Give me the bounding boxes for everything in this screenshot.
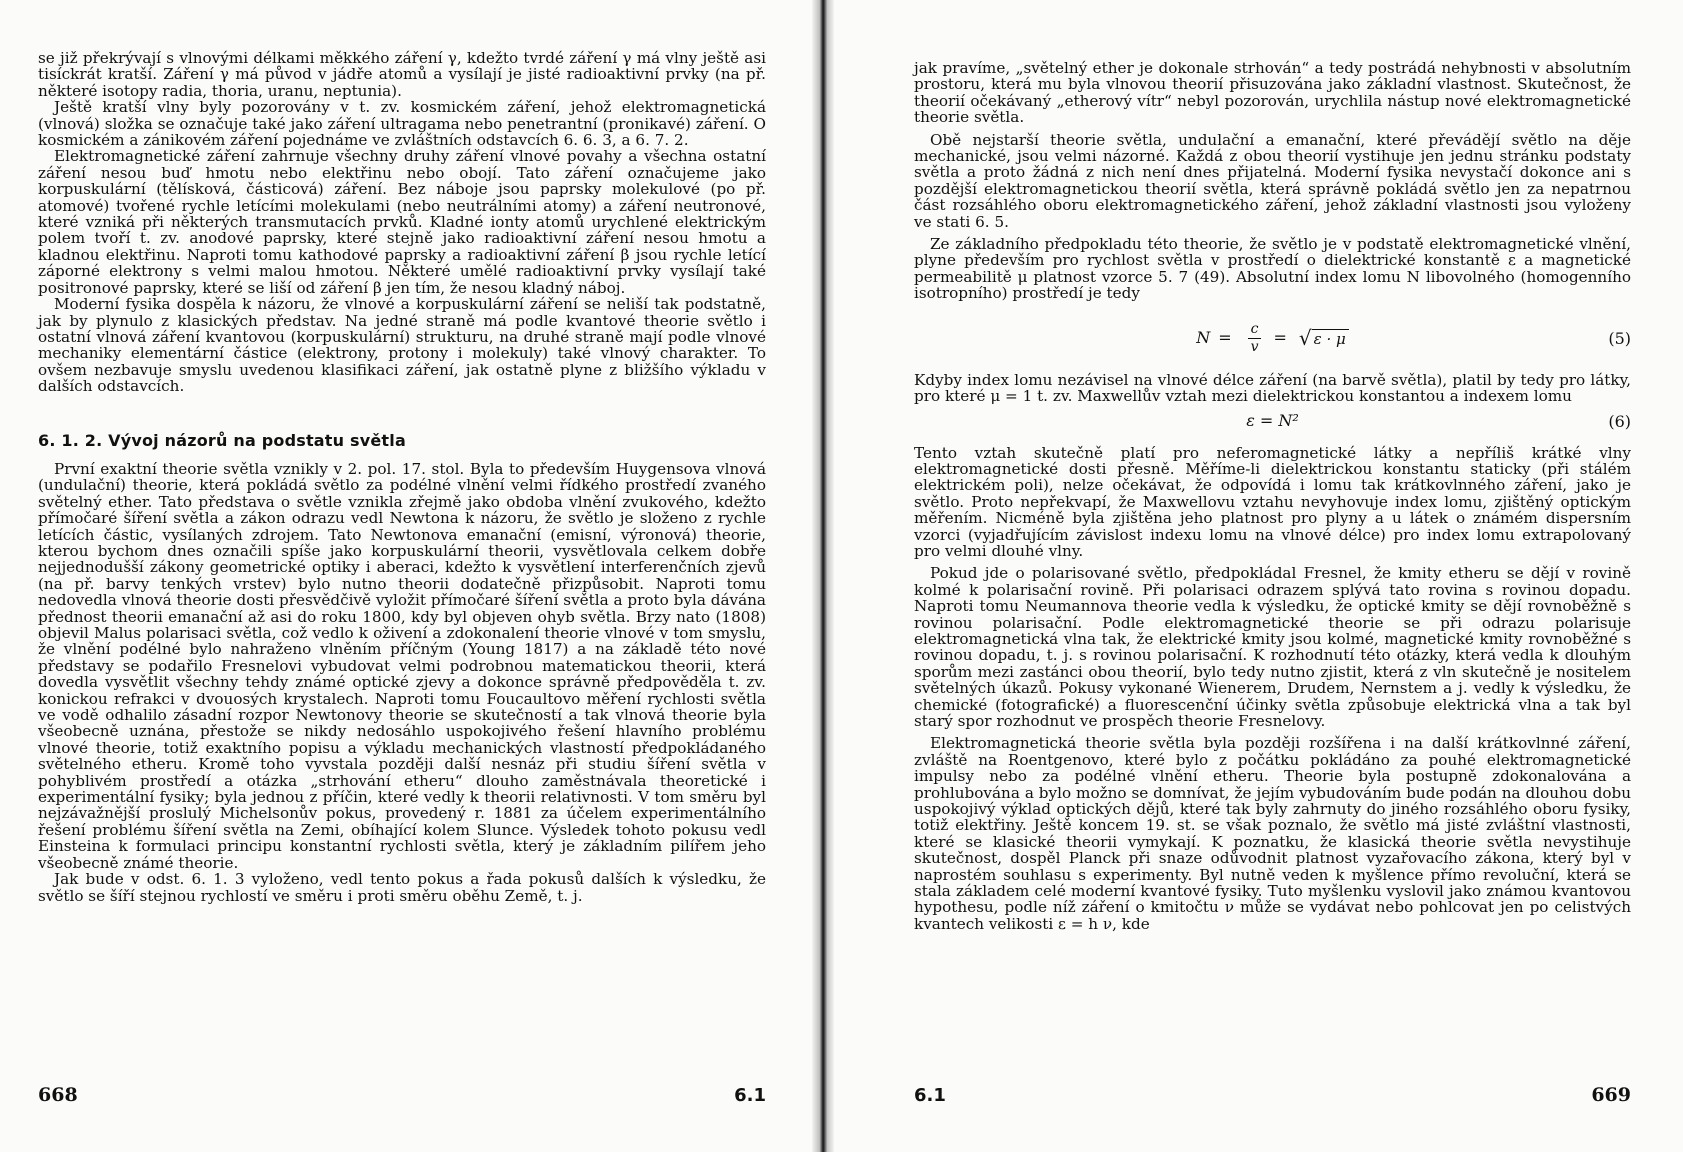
- equation-5: [914, 320, 1631, 358]
- paragraph: Kdyby index lomu nezávisel na vlnové délce záření (na barvě světla), platil by tedy pro látky, pro které μ = 1 t. zv. Maxwellův vztah mezi dielektrickou konstantou a indexem lomu: [914, 370, 1631, 406]
- left-text-column: [38, 50, 766, 904]
- paragraph: Elektromagnetická theorie světla byla později rozšířena i na další krátkovlnné záření, zvláště na Roentgenovo, které bylo z počátku pokládáno za pouhé elektromagnetické impulsy nebo za podélné vlnění etheru. Theorie byla postupně zdokonalována a prohlubována a bylo možno se domnívat, že jejím vybudováním bude podán na dlouhou dobu uspokojivý výklad optických dějů, které tak byly zahrnuty do jiného rozsáhlého oboru fysiky, totiž elektřiny. Ještě koncem 19. st. se však poznalo, že světlo má jisté zvláštní vlastnosti, které se klasické theorii vymykají. K poznatku, že klasická theorie světla nevystihuje skutečnost, dospěl Planck při snaze odůvodnit platnost vyzařovacího zákona, který byl v naprostém souhlasu s experimenty. Byl nutně veden k myšlence přímo revoluční, která se stala základem celé moderní kvantové fysiky. Tuto myšlenku vyslovil jako známou kvantovou hypothesu, podle níž záření o kmitočtu ν může se vydávat nebo pohlcovat jen po celistvých kvantech velikosti ε = h ν, kde: [914, 734, 1631, 933]
- right-page: [830, 0, 1683, 1152]
- eq-equals: =: [1218, 328, 1232, 348]
- section-label: 6.1: [914, 1085, 946, 1106]
- section-heading: 6. 1. 2. Vývoj názorů na podstatu světla: [38, 430, 406, 450]
- paragraph: Jak bude v odst. 6. 1. 3 vyloženo, vedl tento pokus a řada pokusů dalších k výsledku, že světlo se šíří stejnou rychlostí ve směru i proti směru oběhu Země, t. j.: [38, 870, 766, 905]
- paragraph: Elektromagnetické záření zahrnuje všechny druhy záření vlnové povahy a všechna ostatní záření nesou buď hmotu nebo elektřinu nebo obojí. Tato záření označujeme jako korpuskulární (tělísková, částicová) záření. Bez náboje jsou paprsky molekulové (po př. atomové) tvořené rychle letícími molekulami (nebo neutrálními atomy) a záření neutronové, které vzniká při některých transmutacích prvků. Kladné ionty atomů urychlené elektrickým polem tvoří t. zv. anodové paprsky, které stejně jako radioaktivní záření nesou hmotu a kladnou elektřinu. Naproti tomu kathodové paprsky a radioaktivní záření β jsou rychle letící záporné elektrony s velmi malou hmotou. Některé umělé radioaktivní prvky vysílají také positronové paprsky, které se liší od záření β jen tím, že nesou kladný náboj.: [38, 147, 766, 297]
- page-number: 668: [38, 1084, 78, 1106]
- right-text-column: [914, 60, 1631, 932]
- page-number: 669: [1591, 1084, 1631, 1106]
- eq-lhs: N: [1196, 328, 1211, 348]
- eq-equals: =: [1273, 328, 1287, 348]
- paragraph: Tento vztah skutečně platí pro neferomagnetické látky a nepříliš krátké vlny elektromagnetické dosti přesně. Měříme-li dielektrickou konstantu staticky (při stálém elektrickém poli), nelze očekávat, že odpovídá i lomu tak krátkovlnného záření, jako je světlo. Proto nepřekvapí, že Maxwellovu vztahu nevyhovuje index lomu, zjištěný optickým měřením. Nicméně byla zjištěna jeho platnost pro plyny a u látek o známém dispersním vzorci (vyjadřujícím závislost indexu lomu na vlnové délce) pro index lomu extrapolovaný pro velmi dlouhé vlny.: [914, 443, 1631, 560]
- eq-fraction: [1248, 322, 1262, 355]
- paragraph: První exaktní theorie světla vznikly v 2. pol. 17. stol. Byla to především Huygensova vlnová (undulační) theorie, která pokládá světlo za podélné vlnění velmi řídkého prostředí zvaného světelný ether. Tato představa o světle vznikla zřejmě jako obdoba vlnění zvukového, kdežto přímočaré šíření světla a zákon odrazu vedl Newtona k názoru, že světlo je složeno z rychle letících částic, vysílaných zdrojem. Tato Newtonova emanační (emisní, výronová) theorie, kterou bychom dnes označili spíše jako korpuskulární theorii, vysvětlovala celkem dobře nejjednodušší zákony geometrické optiky i aberaci, kdežto k vysvětlení interferenčních zjevů (na př. barvy tenkých vrstev) bylo nutno theorii dodatečně přizpůsobit. Naproti tomu nedovedla vlnová theorie dosti přesvědčivě vyložit přímočaré šíření světla a proto byla dávána přednost theorii emanační až asi do roku 1800, kdy byl objeven ohyb světla. Brzy nato (1808) objevil Malus polarisaci světla, což vedlo k oživení a zdokonalení theorie vlnové v tom smyslu, že vlnění podélné bylo nahraženo vlněním příčným (Young 1817) a na základě této nové představy se podařilo Fresnelovi vybudovat velmi podrobnou matematickou theorii, která dovedla vysvětlit všechny tehdy známé optické zjevy a dokonce správně předpověděla t. zv. konickou refrakci v dvouosých krystalech. Naproti tomu Foucaultovo měření rychlosti světla ve vodě odhalilo zásadní rozpor Newtonovy theorie se skutečností a tak vlnová theorie byla všeobecně uznána, přestože se nikdy nedosáhlo uspokojivého řešení hlavního problému vlnové theorie, totiž exaktního popisu a výkladu mechanických vlastností předpokládaného světelného etheru. Kromě toho vyvstala později další nesnáz při studiu šíření světla v pohyblivém prostředí a otázka „strhování etheru“ dlouho zaměstnávala theoretické i experimentální fysiky; byla jednou z příčin, které vedly k theorii relativnosti. V tom směru byl nejzávažnější proslulý Michelsonův pokus, provedený r. 1881 za účelem experimentálního řešení problému šíření světla na Zemi, obíhající kolem Slunce. Výsledek tohoto pokusu vedl Einsteina k formulaci principu konstantní rychlosti světla, který je základním pilířem jeho všeobecně známé theorie.: [38, 459, 766, 872]
- equation-number: (6): [1608, 411, 1631, 431]
- eq-square-root: [1298, 326, 1349, 351]
- paragraph: Moderní fysika dospěla k názoru, že vlnové a korpuskulární záření se neliší tak podstatně, jak by plynulo z klasických představ. Na jedné straně má podle kvantové theorie světlo i ostatní vlnová záření kvantovou (korpuskulární) strukturu, na druhé straně mají podle vlnové mechaniky elementární částice (elektrony, protony i molekuly) také vlnový charakter. To ovšem nezbavuje smyslu uvedenou klasifikaci záření, jak ostatně plyne z bližšího výkladu v dalších odstavcích.: [38, 295, 766, 396]
- equation-number: (5): [1608, 328, 1631, 348]
- equation-6: [914, 409, 1631, 435]
- paragraph: Ze základního předpokladu této theorie, že světlo je v podstatě elektromagnetické vlnění, plyne především pro rychlost světla v prostředí o dielektrické konstantě ε a magnetické permeabilitě μ platnost vzorce 5. 7 (49). Absolutní index lomu N libovolného (homogenního isotropního) prostředí je tedy: [914, 235, 1631, 303]
- paragraph: Ještě kratší vlny byly pozorovány v t. zv. kosmickém záření, jehož elektromagnetická (vlnová) složka se označuje také jako záření ultragama nebo penetrantní (pronikavé) záření. O kosmickém a zánikovém záření pojednáme ve zvláštních odstavcích 6. 6. 3, a 6. 7. 2.: [38, 98, 766, 150]
- eq-numerator: c: [1248, 322, 1262, 339]
- radical-sign-icon: √: [1298, 326, 1312, 351]
- paragraph: se již překrývají s vlnovými délkami měkkého záření γ, kdežto tvrdé záření γ má vlny ještě asi tisíckrát kratší. Záření γ má původ v jádře atomů a vysílají je jisté radioaktivní prvky (na př. některé isotopy radia, thoria, uranu, neptunia).: [38, 49, 766, 100]
- paragraph: jak pravíme, „světelný ether je dokonale strhován“ a tedy postrádá nehybnosti v absolutním prostoru, která mu byla vlnovou theorií přisuzována jako základní vlastnost. Skutečnost, že theorií očekávaný „etherový vítr“ nebyl pozorován, urychlila nástup nové elektromagnetické theorie světla.: [914, 59, 1631, 127]
- eq-denominator: v: [1250, 339, 1259, 356]
- paragraph: Obě nejstarší theorie světla, undulační a emanační, které převádějí světlo na děje mechanické, jsou velmi názorné. Každá z obou theorií vystihuje jen jednu stránku podstaty světla a proto žádná z nich není dnes přijatelná. Moderní fysika nevystačí dokonce ani s pozdější elektromagnetickou theorií světla, která správně pokládá světlo jen za nepatrnou část rozsáhlého oboru elektromagnetického záření, jehož základní vlastnosti jsou vyloženy ve stati 6. 5.: [914, 130, 1631, 231]
- paragraph: Pokud jde o polarisované světlo, předpokládal Fresnel, že kmity etheru se dějí v rovině kolmé k polarisační rovině. Při polarisaci odrazem splývá tato rovina s rovinou dopadu. Naproti tomu Neumannova theorie vedla k výsledku, že optické kmity se dějí rovnoběžně s rovinou polarisační. Podle elektromagnetické theorie se při odrazu polarisuje elektromagnetická vlna tak, že elektrické kmity jsou kolmé, magnetické kmity rovnoběžné s rovinou dopadu, t. j. s rovinou polarisační. K rozhodnutí této otázky, která vedla k dlouhým sporům mezi zastánci obou theorií, bylo tedy nutno zjistit, která z vln skutečně je nositelem světelných úkazů. Pokusy vykonané Wienerem, Drudem, Nernstem a j. vedly k výsledku, že chemické (fotografické) a fluorescenční účinky světla způsobuje elektrická vlna a tak byl starý spor rozhodnut ve prospěch theorie Fresnelovy.: [914, 564, 1631, 730]
- eq-text: ε = N²: [1246, 411, 1299, 431]
- eq-radicand: ε · μ: [1312, 329, 1349, 347]
- left-page: [0, 0, 818, 1152]
- section-label: 6.1: [734, 1085, 766, 1106]
